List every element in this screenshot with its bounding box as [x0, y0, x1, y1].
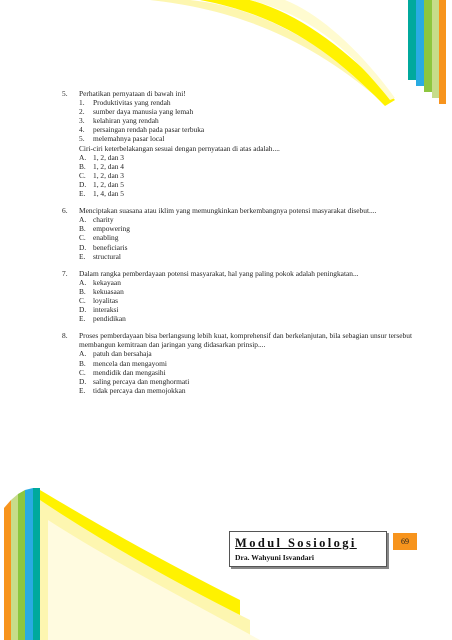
- answer-option: E. tidak percaya dan memojokkan: [79, 385, 186, 395]
- answer-option: A. charity: [79, 215, 114, 225]
- statement-item: 5. melemahnya pasar local: [79, 134, 165, 144]
- answer-option: A. patuh dan bersahaja: [79, 349, 152, 359]
- answer-option: B. empowering: [79, 224, 130, 234]
- answer-option: C. enabling: [79, 233, 119, 243]
- statement-item: 2. sumber daya manusia yang lemah: [79, 107, 194, 117]
- answer-option: A. 1, 2, dan 3: [79, 152, 124, 162]
- question-number: 8.: [62, 331, 68, 341]
- page-number: 69: [393, 533, 417, 550]
- question-text: Proses pemberdayaan bisa berlangsung lebih kuat, komprehensif dan berkelanjutan, bila sebagian unsur tersebut membangun kemitraan dan jaringan yang didasarkan prinsip....: [79, 331, 412, 350]
- question-7: [62, 269, 412, 324]
- answer-option: E. pendidikan: [79, 314, 126, 324]
- answer-option: C. 1, 2, dan 3: [79, 170, 124, 180]
- question-list: [62, 89, 412, 403]
- stripe-orange-bottom: [4, 500, 11, 640]
- question-5: [62, 89, 412, 198]
- answer-option: B. 1, 2, dan 4: [79, 161, 124, 171]
- statement-item: 1. Produktivitas yang rendah: [79, 98, 171, 108]
- question-number: 6.: [62, 206, 68, 216]
- answer-option: E. 1, 4, dan 5: [79, 189, 124, 199]
- stripe-blue-bottom: [25, 488, 33, 640]
- question-8: [62, 331, 412, 395]
- statement-item: 4. persaingan rendah pada pasar terbuka: [79, 125, 205, 135]
- stripe-green-bottom: [18, 490, 25, 640]
- answer-option: C. loyalitas: [79, 295, 119, 305]
- question-stem: Ciri-ciri keterbelakangan sesuai dengan pernyataan di atas adalah....: [79, 143, 280, 153]
- module-title: Modul Sosiologi: [235, 536, 357, 550]
- question-number: 5.: [62, 89, 68, 98]
- answer-option: D. 1, 2, dan 5: [79, 179, 124, 189]
- answer-option: B. kekuasaan: [79, 286, 124, 296]
- answer-option: D. interaksi: [79, 305, 119, 315]
- stripe-light-green-bottom: [11, 494, 18, 640]
- answer-option: C. mendidik dan mengasihi: [79, 367, 166, 377]
- module-author: Dra. Wahyuni Isvandari: [235, 553, 314, 562]
- question-6: [62, 206, 412, 261]
- answer-option: D. saling percaya dan menghormati: [79, 376, 190, 386]
- question-text: Dalam rangka pemberdayaan potensi masyarakat, hal yang paling pokok adalah peningkatan...: [79, 268, 359, 278]
- module-footer-box: [229, 531, 387, 567]
- answer-option: D. beneficiaris: [79, 242, 128, 252]
- question-text: Perhatikan pernyataan di bawah ini!: [79, 89, 186, 98]
- question-number: 7.: [62, 268, 68, 278]
- stripe-teal-bottom: [33, 488, 40, 640]
- answer-option: A. kekayaan: [79, 277, 121, 287]
- answer-option: E. structural: [79, 251, 121, 261]
- question-text: Menciptakan suasana atau iklim yang memungkinkan berkembangnya potensi masyarakat disebut....: [79, 206, 377, 216]
- statement-item: 3. kelahiran yang rendah: [79, 116, 159, 126]
- answer-option: B. mencela dan mengayomi: [79, 358, 167, 368]
